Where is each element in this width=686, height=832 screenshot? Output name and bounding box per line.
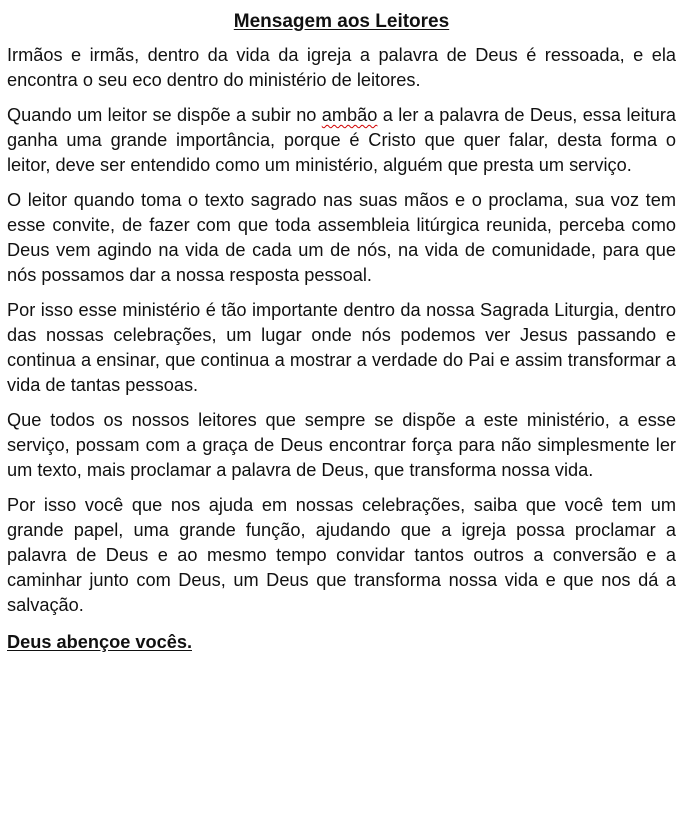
paragraph-2-text-before: Quando um leitor se dispõe a subir no: [7, 105, 322, 125]
paragraph-6: Por isso você que nos ajuda em nossas celebrações, saiba que você tem um grande papel, uma grande função, ajudando que a igreja possa proclamar a palavra de Deus e ao mesmo tempo convidar tantos outros a conversão e a caminhar junto com Deus, um Deus que transforma nossa vida e que nos dá a salvação.: [7, 495, 676, 615]
closing-blessing: Deus abençoe vocês.: [7, 632, 192, 652]
paragraph-3: O leitor quando toma o texto sagrado nas suas mãos e o proclama, sua voz tem esse convite, de fazer com que toda assembleia litúrgica reunida, perceba como Deus vem agindo na vida de cada um de nós, na vida de comunidade, para que nós possamos dar a nossa resposta pessoal.: [7, 190, 676, 285]
paragraph-2-text-after: a ler a palavra de Deus, essa leitura ganha uma grande importância, porque é Cristo que quer falar, desta forma o leitor, deve ser entendido como um ministério, alguém que presta um serviço.: [7, 105, 676, 175]
paragraph-1: Irmãos e irmãs, dentro da vida da igreja a palavra de Deus é ressoada, e ela encontra o seu eco dentro do ministério de leitores.: [7, 45, 676, 90]
document-title: Mensagem aos Leitores: [233, 11, 450, 32]
paragraph-2: [7, 103, 676, 178]
paragraph-5: Que todos os nossos leitores que sempre se dispõe a este ministério, a esse serviço, possam com a graça de Deus encontrar força para não simplesmente ler um texto, mais proclamar a palavra de Deus, que transforma nossa vida.: [7, 410, 676, 480]
paragraph-4: Por isso esse ministério é tão importante dentro da nossa Sagrada Liturgia, dentro das nossas celebrações, um lugar onde nós podemos ver Jesus passando e continua a ensinar, que continua a mostrar a verdade do Pai e assim transformar a vida de tantas pessoas.: [7, 300, 676, 395]
spellcheck-flagged-word[interactable]: ambão: [321, 105, 378, 125]
